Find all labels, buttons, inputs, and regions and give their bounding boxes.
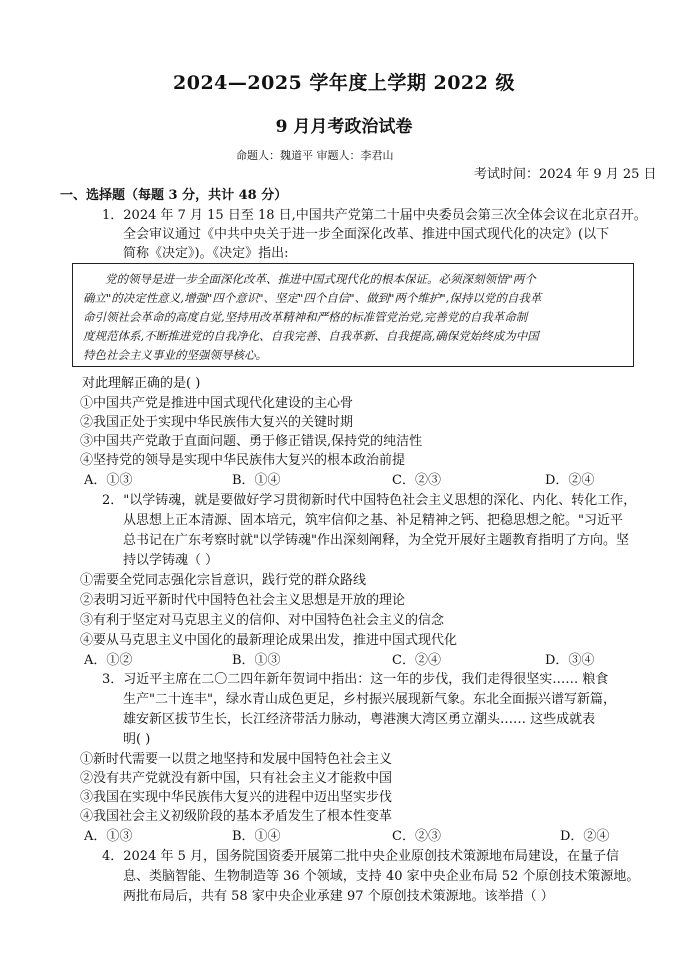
q3-option-b[interactable]: B．①④ xyxy=(232,829,281,844)
quote-line: 命引领社会革命的高度自觉,坚持用改革精神和严格的标准管党治党,完善党的自我革命制 xyxy=(83,310,528,324)
q3-item: ④我国社会主义初级阶段的基本矛盾发生了根本性变革 xyxy=(80,809,393,824)
q2-item: ①需要全党同志强化宗旨意识，践行党的群众路线 xyxy=(80,573,367,588)
q2-option-b[interactable]: B．①③ xyxy=(232,653,281,668)
exam-subtitle: 9 月月考政治试卷 xyxy=(275,117,413,137)
q1-item: ②我国正处于实现中华民族伟大复兴的关键时期 xyxy=(80,415,354,430)
q2-item: ④要从马克思主义中国化的最新理论成果出发，推进中国式现代化 xyxy=(80,633,458,648)
quote-line: 特色社会主义事业的坚强领导核心。 xyxy=(83,348,267,362)
q3-option-d[interactable]: D．②④ xyxy=(560,829,610,844)
q4-stem-line: 息、类脑智能、生物制造等 36 个领域，支持 40 家中央企业布局 52 个原创技术策源地。 xyxy=(123,869,640,884)
q3-stem-line: 明( ) xyxy=(123,732,151,747)
q1-item: ④坚持党的领导是实现中华民族伟大复兴的根本政治前提 xyxy=(80,453,406,468)
q2-item: ③有利于坚定对马克思主义的信仰、对中国特色社会主义的信念 xyxy=(80,613,445,628)
q1-stem-line: 全会审议通过《中共中央关于进一步全面深化改革、推进中国式现代化的决定》(以下 xyxy=(123,227,610,242)
q2-option-d[interactable]: D．③④ xyxy=(545,653,595,668)
q3-option-c[interactable]: C．②③ xyxy=(392,829,441,844)
exam-title: 2024—2025 学年度上学期 2022 级 xyxy=(173,72,515,94)
q1-question: 对此理解正确的是( ) xyxy=(82,376,201,391)
quote-line: 度规范体系,不断推进党的自我净化、自我完善、自我革新、自我提高,确保党始终成为中国 xyxy=(83,329,539,343)
q3-item: ①新时代需要一以贯之地坚持和发展中国特色社会主义 xyxy=(80,752,393,767)
q3-item: ②没有共产党就没有新中国，只有社会主义才能救中国 xyxy=(80,771,393,786)
section-heading: 一、选择题（每题 3 分，共计 48 分） xyxy=(60,188,288,203)
q3-option-a[interactable]: A．①③ xyxy=(84,829,133,844)
q3-item: ③我国在实现中华民族伟大复兴的进程中迈出坚实步伐 xyxy=(80,790,393,805)
q3-stem-line: 3．习近平主席在二〇二四年新年贺词中指出：这一年的步伐，我们走得很坚实…… 粮食 xyxy=(102,672,609,687)
quote-box xyxy=(72,263,634,367)
q1-item: ③中国共产党敢于直面问题、勇于修正错误,保持党的纯洁性 xyxy=(80,434,423,449)
q1-item: ①中国共产党是推进中国式现代化建设的主心骨 xyxy=(80,396,354,411)
q1-option-b[interactable]: B．①④ xyxy=(232,473,281,488)
exam-time: 考试时间：2024 年 9 月 25 日 xyxy=(474,167,657,182)
q2-stem-line: 从思想上正本清源、固本培元，筑牢信仰之基、补足精神之钙、把稳思想之舵。"习近平 xyxy=(123,513,623,528)
q1-stem-line: 1．2024 年 7 月 15 日至 18 日,中国共产党第二十届中央委员会第三次全体会议在北京召开。 xyxy=(102,208,647,223)
quote-line: 党的领导是进一步全面深化改革、推进中国式现代化的根本保证。必须深刻领悟"两个 xyxy=(105,272,536,286)
q4-stem-line: 4．2024 年 5 月，国务院国资委开展第二批中央企业原创技术策源地布局建设，在量子信 xyxy=(102,849,620,864)
q2-stem-line: 持以学铸魂（ ） xyxy=(123,553,219,568)
q1-option-a[interactable]: A．①③ xyxy=(84,473,133,488)
q1-option-c[interactable]: C．②③ xyxy=(392,473,441,488)
q3-stem-line: 雄安新区拔节生长，长江经济带活力脉动，粤港澳大湾区勇立潮头…… 这些成就表 xyxy=(123,712,596,727)
quote-line: 确立"的决定性意义,增强"四个意识"、坚定"四个自信"、做到"两个维护",保持以党的自我革 xyxy=(83,291,542,305)
q2-stem-line: 2．"以学铸魂，就是要做好学习贯彻新时代中国特色社会主义思想的深化、内化、转化工作， xyxy=(102,493,637,508)
q2-item: ②表明习近平新时代中国特色社会主义思想是开放的理论 xyxy=(80,593,406,608)
q2-stem-line: 总书记在广东考察时就"以学铸魂"作出深刻阐释，为全党开展好主题教育指明了方向。坚 xyxy=(123,533,629,548)
q1-stem-line: 简称《决定》)。《决定》指出: xyxy=(123,246,289,261)
q1-option-d[interactable]: D．②④ xyxy=(545,473,595,488)
q3-stem-line: 生产"二十连丰"，绿水青山成色更足，乡村振兴展现新气象。东北全面振兴谱写新篇， xyxy=(123,692,616,707)
q2-option-a[interactable]: A．①② xyxy=(84,653,133,668)
authors-line: 命题人：魏道平 审题人：李君山 xyxy=(236,149,394,162)
q4-stem-line: 两批布局后，共有 58 家中央企业承建 97 个原创技术策源地。该举措（ ） xyxy=(123,889,554,904)
q2-option-c[interactable]: C．②④ xyxy=(392,653,441,668)
